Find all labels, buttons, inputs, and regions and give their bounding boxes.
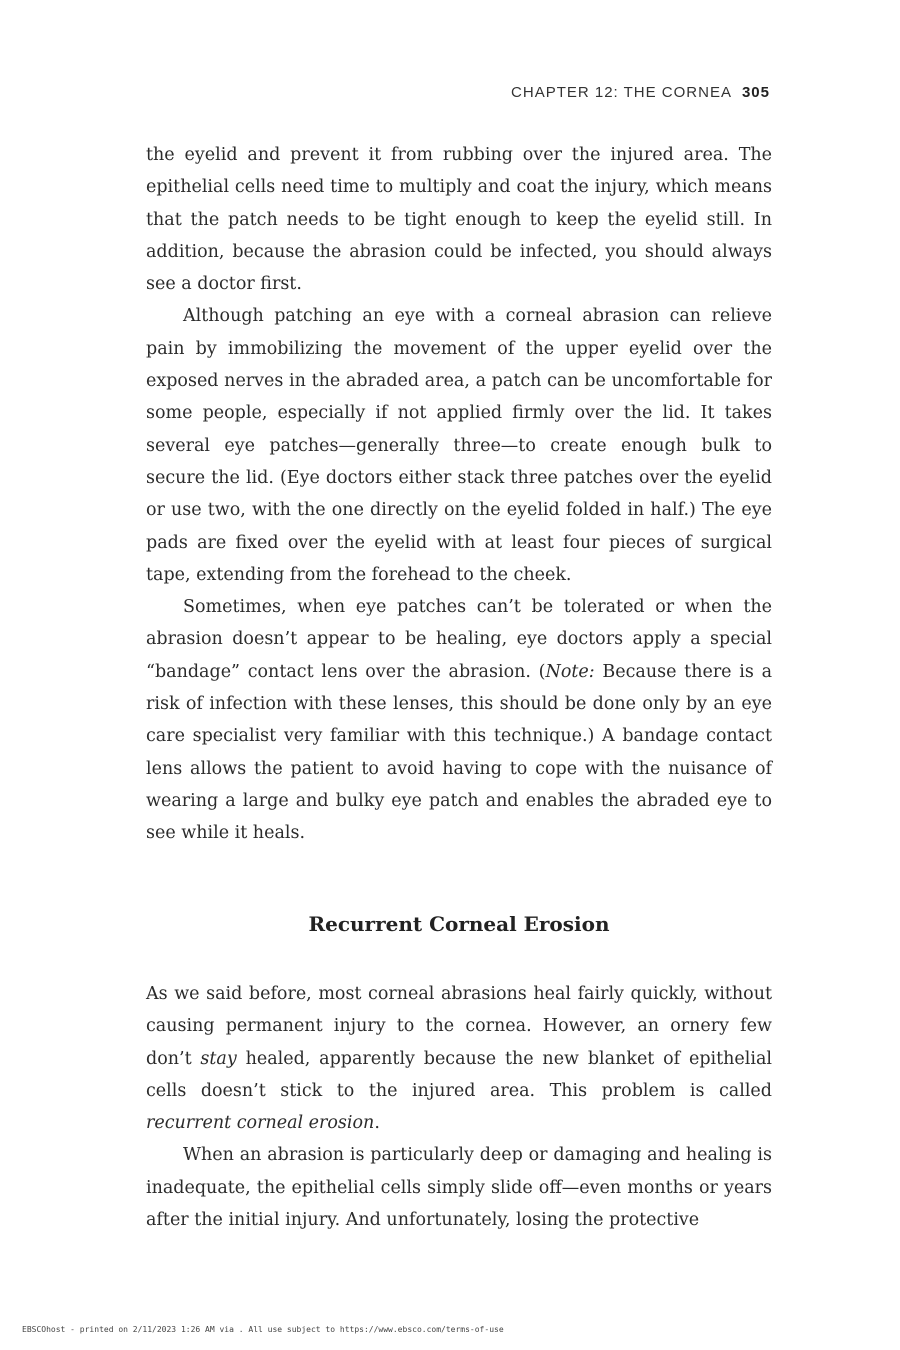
chapter-title: CHAPTER 12: THE CORNEA: [511, 84, 732, 101]
note-label: Note:: [545, 661, 595, 682]
body-text-bottom: [146, 978, 772, 1236]
text-run: .: [374, 1113, 380, 1134]
term: recurrent corneal erosion: [146, 1113, 375, 1134]
paragraph: When an abrasion is particularly deep or damaging and healing is inadequate, the epithelial cells simply slide off—even months or years after the initial injury. And unfortunately, losing the protective: [146, 1145, 772, 1231]
text-run: healed, apparently because the new blanket of epithelial cells doesn’t stick to the injured area. This problem is called: [146, 1048, 773, 1101]
body-text-top: [146, 139, 772, 850]
page-number: 305: [741, 84, 770, 101]
emphasis: stay: [200, 1048, 237, 1069]
paragraph: the eyelid and prevent it from rubbing over the injured area. The epithelial cells need time to multiply and coat the injury, which means that the patch needs to be tight enough to keep the eyelid still. In addition, because the abrasion could be infected, you should always see a doctor first.: [146, 145, 772, 295]
paragraph: Although patching an eye with a corneal abrasion can relieve pain by immobilizing the movement of the upper eyelid over the exposed nerves in the abraded area, a patch can be uncomfortable for some people, especially if not applied firmly over the lid. It takes several eye patches—generally three—to create enough bulk to secure the lid. (Eye doctors either stack three patches over the eyelid or use two, with the one directly on the eyelid folded in half.) The eye pads are fixed over the eyelid with at least four pieces of surgical tape, extending from the forehead to the cheek.: [146, 306, 772, 585]
text-run: As we said before, most corneal abrasions heal fairly quickly, without causing permanent injury to the cornea. However, an ornery few don’t: [146, 984, 772, 1069]
paragraph: [146, 591, 772, 849]
paragraph: [146, 978, 772, 1139]
section-heading: Recurrent Corneal Erosion: [308, 912, 610, 936]
running-head: [511, 84, 770, 101]
text-run: Sometimes, when eye patches can’t be tolerated or when the abrasion doesn’t appear to be healing, eye doctors apply a special “bandage” contact lens over the abrasion. (: [146, 597, 772, 682]
text-run: Because there is a risk of infection with these lenses, this should be done only by an eye care specialist very familiar with this technique.) A bandage contact lens allows the patient to avoid having to cope with the nuisance of wearing a large and bulky eye patch and enables the abraded eye to see while it heals.: [146, 661, 773, 844]
footer-note: EBSCOhost - printed on 2/11/2023 1:26 AM via . All use subject to https://www.ebsco.com/terms-of-use: [22, 1325, 504, 1334]
